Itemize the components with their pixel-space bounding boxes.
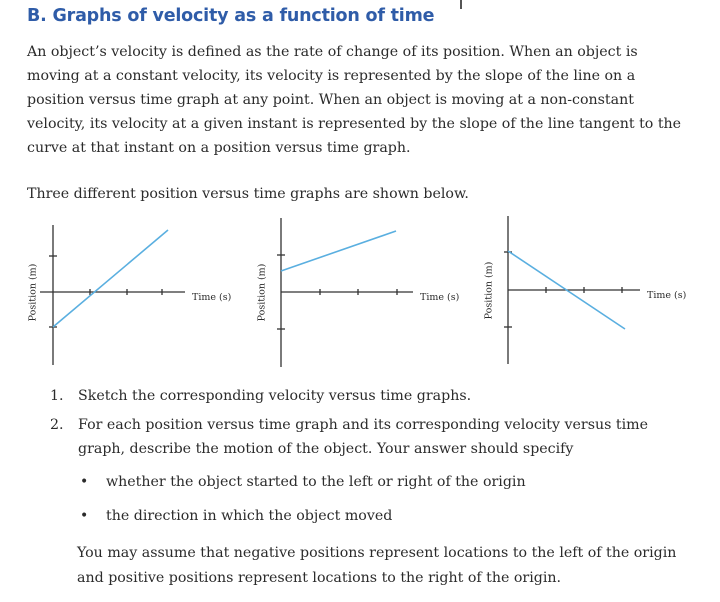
question-text: For each position versus time graph and its corresponding velocity versus time graph, describe the motion of the object. Your answer should specify	[78, 417, 649, 457]
graph-1-ylabel: Position (m)	[27, 263, 39, 322]
section-heading: B. Graphs of velocity as a function of time	[27, 6, 435, 26]
closing-note: You may assume that negative positions represent locations to the left of the origin and positive positions represent locations to the right of the origin.	[77, 545, 677, 586]
graph-2-xlabel: Time (s)	[420, 292, 460, 303]
graph-2-position-line	[281, 231, 396, 271]
question-number: 1.	[50, 388, 64, 404]
bullet-item-2	[80, 504, 680, 528]
scan-mark	[460, 0, 462, 9]
question-list	[50, 384, 690, 461]
question-text: Sketch the corresponding velocity versus time graphs.	[78, 388, 472, 404]
question-item-2	[50, 413, 690, 461]
intro-paragraph: An object’s velocity is defined as the rate of change of its position. When an object is moving at a constant velocity, its velocity is represented by the slope of the line on a position versus time graph at any point. When an object is moving at a non-constant velocity, its velocity at a given instant is represented by the slope of the line tangent to the curve at that instant on a position versus time graph.	[27, 44, 682, 156]
graph-2-axes	[277, 218, 413, 367]
bullet-item-1	[80, 470, 680, 494]
graph-1-position-line	[53, 230, 168, 327]
bullet-list	[80, 470, 680, 538]
graph-3-ylabel: Position (m)	[483, 261, 495, 320]
question-number: 2.	[50, 417, 64, 433]
graph-3-position-line	[508, 251, 625, 329]
graphs-intro: Three different position versus time graphs are shown below.	[27, 186, 469, 202]
question-item-1	[50, 384, 690, 408]
graph-3-axes	[504, 216, 640, 364]
bullet-text: the direction in which the object moved	[106, 508, 393, 524]
bullet-text: whether the object started to the left or right of the origin	[106, 474, 526, 490]
bullet-icon: •	[80, 508, 89, 524]
graph-1-axes	[40, 225, 185, 365]
bullet-icon: •	[80, 474, 89, 490]
graph-2-ylabel: Position (m)	[256, 263, 268, 322]
graph-1-xlabel: Time (s)	[192, 292, 232, 303]
graph-3-xlabel: Time (s)	[647, 290, 687, 301]
